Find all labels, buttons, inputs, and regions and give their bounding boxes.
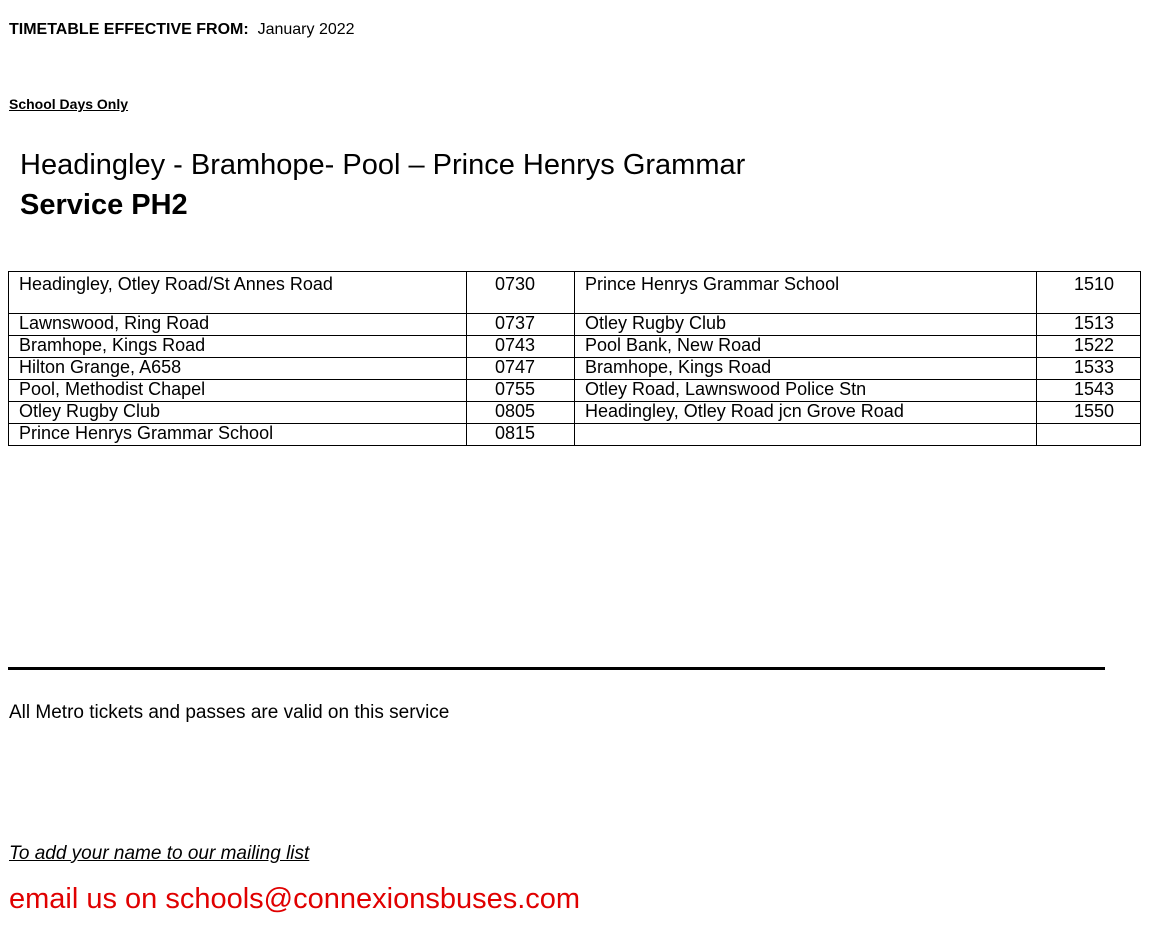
afternoon-time-cell: 1543 [1037, 380, 1141, 402]
timetable-effective-line [9, 21, 355, 39]
service-title: Service PH2 [20, 189, 188, 221]
afternoon-time-cell: 1513 [1037, 314, 1141, 336]
morning-time-cell: 0815 [467, 424, 575, 446]
morning-time-cell: 0755 [467, 380, 575, 402]
afternoon-time-cell [1037, 424, 1141, 446]
table-row [9, 424, 1141, 446]
morning-stop-cell: Lawnswood, Ring Road [9, 314, 467, 336]
horizontal-divider [8, 667, 1105, 670]
tickets-note: All Metro tickets and passes are valid on this service [9, 702, 450, 723]
route-title: Headingley - Bramhope- Pool – Prince Henrys Grammar [20, 149, 746, 181]
morning-stop-cell: Hilton Grange, A658 [9, 358, 467, 380]
afternoon-stop-cell: Pool Bank, New Road [575, 336, 1037, 358]
afternoon-time-cell: 1510 [1037, 272, 1141, 314]
afternoon-stop-cell: Bramhope, Kings Road [575, 358, 1037, 380]
morning-time-cell: 0747 [467, 358, 575, 380]
morning-time-cell: 0805 [467, 402, 575, 424]
afternoon-stop-cell [575, 424, 1037, 446]
table-row [9, 380, 1141, 402]
afternoon-stop-cell: Headingley, Otley Road jcn Grove Road [575, 402, 1037, 424]
morning-time-cell: 0737 [467, 314, 575, 336]
morning-stop-cell: Prince Henrys Grammar School [9, 424, 467, 446]
afternoon-stop-cell: Prince Henrys Grammar School [575, 272, 1037, 314]
afternoon-time-cell: 1533 [1037, 358, 1141, 380]
morning-stop-cell: Otley Rugby Club [9, 402, 467, 424]
table-row [9, 272, 1141, 314]
afternoon-stop-cell: Otley Road, Lawnswood Police Stn [575, 380, 1037, 402]
morning-stop-cell: Pool, Methodist Chapel [9, 380, 467, 402]
table-row [9, 314, 1141, 336]
email-contact[interactable]: email us on schools@connexionsbuses.com [9, 883, 581, 915]
timetable [8, 271, 1141, 446]
morning-time-cell: 0730 [467, 272, 575, 314]
mailing-list-text: To add your name to our mailing list [9, 843, 310, 864]
afternoon-stop-cell: Otley Rugby Club [575, 314, 1037, 336]
morning-time-cell: 0743 [467, 336, 575, 358]
morning-stop-cell: Headingley, Otley Road/St Annes Road [9, 272, 467, 314]
table-row [9, 336, 1141, 358]
school-days-note: School Days Only [9, 96, 129, 112]
morning-stop-cell: Bramhope, Kings Road [9, 336, 467, 358]
table-row [9, 358, 1141, 380]
afternoon-time-cell: 1550 [1037, 402, 1141, 424]
effective-date: January 2022 [257, 21, 355, 38]
table-row [9, 402, 1141, 424]
afternoon-time-cell: 1522 [1037, 336, 1141, 358]
effective-label: TIMETABLE EFFECTIVE FROM: [9, 21, 249, 38]
